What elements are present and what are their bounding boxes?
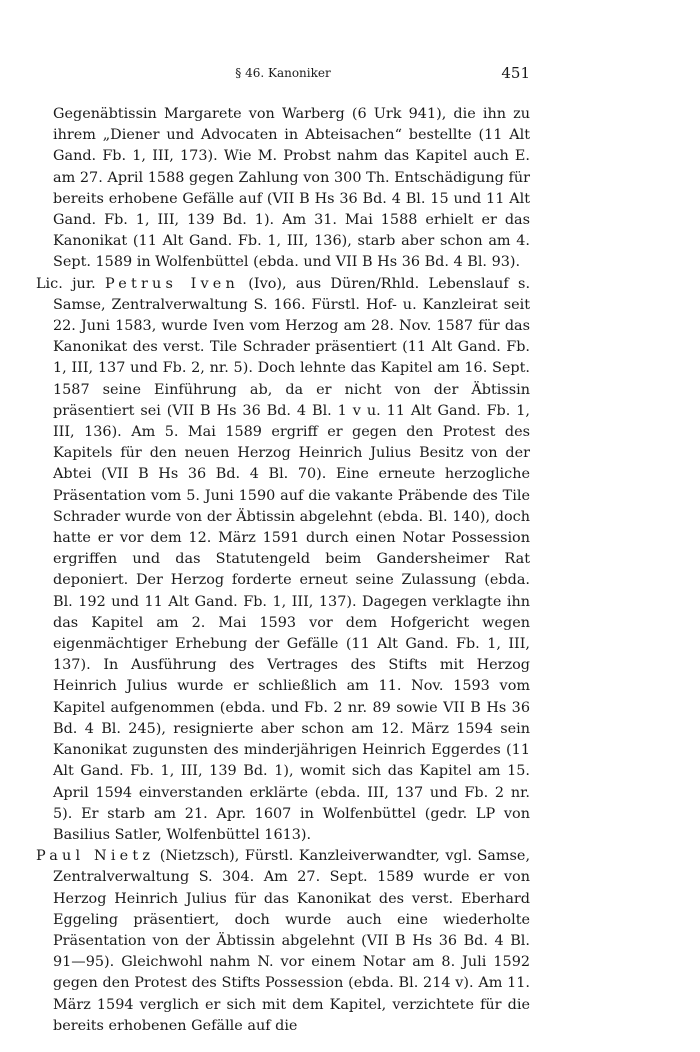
page-number: 451 <box>501 64 530 82</box>
entry-text: (Ivo), aus Düren/Rhld. Lebenslauf s. Samse, Zentralverwaltung S. 166. Fürstl. Hof- u. Kanzleirat seit 22. Juni 1583, wurde Iven vom Herzog am 28. Nov. 1587 für das Kanonikat des verst. Tile Schrader präsentiert (11 Alt Gand. Fb. 1, III, 137 und Fb. 2, nr. 5). Doch lehnte das Kapitel am 16. Sept. 1587 seine Einführung ab, da er nicht von der Äbtissin präsentiert sei (VII B Hs 36 Bd. 4 Bl. 1 v u. 11 Alt Gand. Fb. 1, III, 136). Am 5. Mai 1589 ergriff er gegen den Protest des Kapitels für den neuen Herzog Heinrich Julius Besitz von der Abtei (VII B Hs 36 Bd. 4 Bl. 70). Eine erneute herzogliche Präsentation vom 5. Juni 1590 auf die vakante Präbende des Tile Schrader wurde von der Äbtissin abgelehnt (ebda. Bl. 140), doch hatte er vor dem 12. März 1591 durch einen Notar Possession ergriffen und das Statutengeld beim Gandersheimer Rat deponiert. Der Herzog forderte erneut seine Zulassung (ebda. Bl. 192 und 11 Alt Gand. Fb. 1, III, 137). Dagegen verklagte ihn das Kapitel am 2. Mai 1593 vor dem Hofgericht wegen eigenmächtiger Erhebung der Gefälle (11 Alt Gand. Fb. 1, III, 137). In Ausführung des Vertrages des Stifts mit Herzog Heinrich Julius wurde er schließlich am 11. Nov. 1593 vom Kapitel aufgenommen (ebda. und Fb. 2 nr. 89 sowie VII B Hs 36 Bd. 4 Bl. 245), resignierte aber schon am 12. März 1594 sein Kanonikat zugunsten des minderjährigen Heinrich Eggerdes (11 Alt Gand. Fb. 1, III, 139 Bd. 1), womit sich das Kapitel am 15. April 1594 einverstanden erklärte (ebda. III, 137 und Fb. 2 nr. 5). Er starb am 21. Apr. 1607 in Wolfenbüttel (gedr. LP von Basilius Satler, Wolfenbüttel 1613). <box>53 275 531 843</box>
entry-text: Gegenäbtissin Margarete von Warberg (6 Urk 941), die ihn zu ihrem „Diener und Advocaten in Abteisachen“ bestellte (11 Alt Gand. Fb. 1, III, 173). Wie M. Probst nahm das Kapitel auch E. am 27. April 1588 gegen Zahlung von 300 Th. Entschädigung für bereits erhobene Gefälle auf (VII B Hs 36 Bd. 4 Bl. 15 und 11 Alt Gand. Fb. 1, III, 139 Bd. 1). Am 31. Mai 1588 erhielt er das Kanonikat (11 Alt Gand. Fb. 1, III, 136), starb aber schon am 4. Sept. 1589 in Wolfenbüttel (ebda. und VII B Hs 36 Bd. 4 Bl. 93). <box>53 106 530 271</box>
document-page <box>36 66 530 1037</box>
entry-text: (Nietzsch), Fürstl. Kanzleiverwandter, vgl. Samse, Zentralverwaltung S. 304. Am 27. Sept. 1589 wurde er von Herzog Heinrich Julius für das Kanonikat des verst. Eberhard Eggeling präsentiert, doch wurde auch eine wiederholte Präsentation von der Äbtissin abgelehnt (VII B Hs 36 Bd. 4 Bl. 91—95). Gleichwohl nahm N. vor einem Notar am 8. Juli 1592 gegen den Protest des Stifts Possession (ebda. Bl. 214 v). Am 11. März 1594 verglich er sich mit dem Kapitel, verzichtete für die bereits erhobenen Gefälle auf die <box>53 848 531 1034</box>
entry-continuation <box>36 104 530 274</box>
running-head: § 46. Kanoniker <box>235 66 331 80</box>
entry-lead: Lic. jur. <box>36 275 96 292</box>
page-header <box>36 66 530 88</box>
entry-person-name: Paul Nietz <box>36 848 155 865</box>
entry-petrus-iven <box>36 274 530 846</box>
entry-person-name: Petrus Iven <box>105 275 239 292</box>
body-text <box>36 104 530 1037</box>
entry-paul-nietz <box>36 846 530 1037</box>
